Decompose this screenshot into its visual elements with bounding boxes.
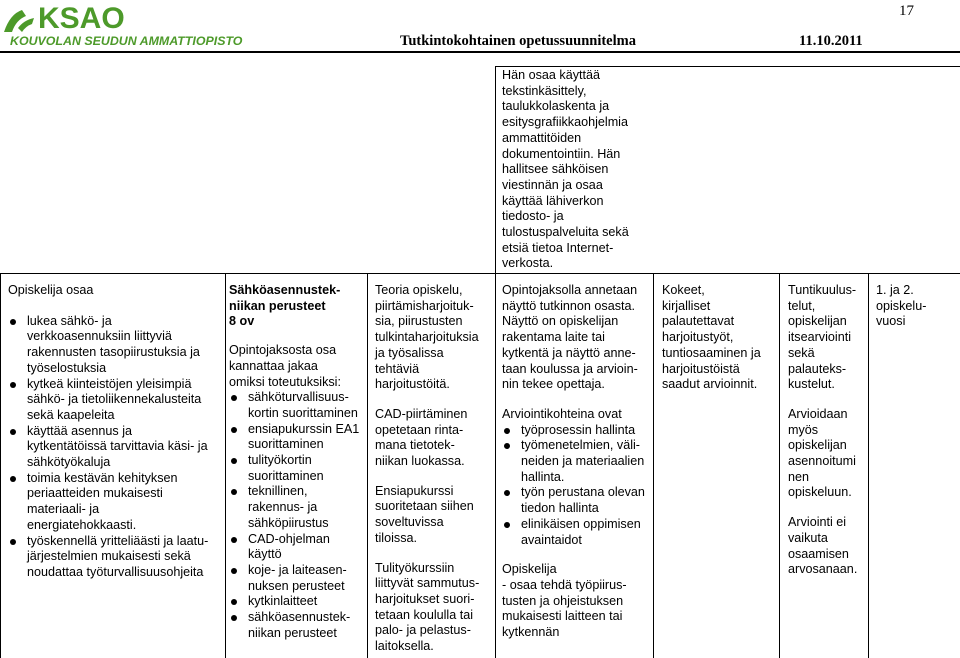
list-item: CAD-ohjelman käyttö xyxy=(229,532,365,563)
list-item: sähköturvallisuus- kortin suorittaminen xyxy=(229,390,365,421)
methods-paragraph: Tulityökurssiin liittyvät sammutus- harjoitukset suori- tetaan koululla tai palo- ja pelastus- laitoksella. xyxy=(375,560,480,654)
list-item: tulityökortin suorittaminen xyxy=(229,453,365,484)
list-item: kytkinlaitteet xyxy=(229,594,365,610)
evaluation-paragraph: Arvioidaan myös opiskelijan asennoitumi nen opiskeluun. xyxy=(788,406,856,500)
list-item: teknillinen, rakennus- ja sähköpiirustus xyxy=(229,484,365,531)
col-divider-3 xyxy=(495,66,496,658)
list-item: ensiapukurssin EA1 suorittaminen xyxy=(229,422,365,453)
list-item: työn perustana olevan tiedon hallinta xyxy=(502,485,652,516)
page-number: 17 xyxy=(899,3,914,19)
list-item: koje- ja laiteasen- nuksen perusteet xyxy=(229,563,365,594)
student-paragraph: Opiskelija - osaa tehdä työpiirus- tusten ja ohjeistuksen mukaisesti laitteen tai kytkennän xyxy=(502,562,627,640)
list-item: työmenetelmien, väli- neiden ja materiaalien hallinta. xyxy=(502,438,652,485)
col-evaluation xyxy=(788,283,868,578)
col-divider-4 xyxy=(653,273,654,658)
objectives-heading: Opiskelija osaa xyxy=(8,283,94,297)
course-heading: Sähköasennustek- niikan perusteet 8 ov xyxy=(229,283,341,329)
evaluation-paragraph: Tuntikuulus- telut, opiskelijan itsearviointi sekä palauteks- kustelut. xyxy=(788,283,857,392)
list-item: elinikäisen oppimisen avaintaidot xyxy=(502,517,652,548)
col-divider-6 xyxy=(868,273,869,658)
col-study-year: 1. ja 2. opiskelu- vuosi xyxy=(876,283,927,329)
list-item: sähköasennustek- niikan perusteet xyxy=(229,610,365,641)
list-item: työskennellä yritteliäästi ja laatu- järjestelmien mukaisesti sekä noudattaa työturvallisuusohjeita xyxy=(8,534,222,581)
list-item: kytkeä kiinteistöjen yleisimpiä sähkö- ja tietoliikennekalusteita sekä kaapeleita xyxy=(8,377,222,424)
col-divider-1 xyxy=(225,273,226,658)
criteria-list xyxy=(502,423,652,549)
objectives-list xyxy=(8,314,222,581)
header-rule xyxy=(0,51,960,53)
col-divider-2 xyxy=(367,273,368,658)
evaluation-paragraph: Arviointi ei vaikuta osaamisen arvosanaan. xyxy=(788,515,858,577)
list-item: työprosessin hallinta xyxy=(502,423,652,439)
list-item: käyttää asennus ja kytkentätöissä tarvittavia käsi- ja sähkötyökaluja xyxy=(8,424,222,471)
table-left-border xyxy=(0,273,1,658)
col-divider-5 xyxy=(779,273,780,658)
methods-paragraph: CAD-piirtäminen opetetaan rinta- mana tietotek- niikan luokassa. xyxy=(375,406,468,469)
ksao-logo xyxy=(0,2,243,50)
row-divider xyxy=(0,273,960,274)
col-assessment-methods: Kokeet, kirjalliset palautettavat harjoitustyöt, tuntiosaaminen ja harjoitustöistä saadut arvioinnit. xyxy=(662,283,761,392)
logo-sub-text: KOUVOLAN SEUDUN AMMATTIOPISTO xyxy=(10,34,243,48)
methods-paragraph: Teoria opiskelu, piirtämisharjoituk- sia, piirustusten tulkintaharjoituksia ja työsalissa tehtäviä harjoitustöitä. xyxy=(375,283,479,392)
criteria-heading: Arviointikohteina ovat xyxy=(502,406,622,421)
top-row-border xyxy=(495,66,960,67)
course-topics-list xyxy=(229,390,365,641)
top-cell-text: Hän osaa käyttää tekstinkäsittely, taulukkolaskenta ja esitysgrafiikkaohjelmia ammattitöiden dokumentointiin. Hän hallitsee sähköisen viestinnän ja osaa käyttää lähiverkon tiedosto- ja tulostuspalveluita sekä etsiä tietoa Internet- verkosta. xyxy=(502,68,629,271)
demonstration-paragraph: Opintojaksolla annetaan näyttö tutkinnon osasta. Näyttö on opiskelijan rakentama laite tai kytkentä ja näyttö anne- taan koulussa ja arvioin- nin tekee opettaja. xyxy=(502,283,638,392)
col-course-content: Sähköasennustek- niikan perusteet 8 ov Opintojaksosta osa kannattaa jakaa omiksi toteutuksiksi: sähköturvallisuus- kortin suorittaminen ensiapukurssin EA1 suorittaminen tulityökortin suorittaminen teknillinen, rakennus- ja sähköpiirustus CAD-ohjelman käyttö koje- ja laiteasen- nuksen perusteet kytkinlaitteet sähköasennustek- niikan perusteet xyxy=(229,283,365,641)
ksao-logo-mark-icon xyxy=(2,6,36,36)
list-item: lukea sähkö- ja verkkoasennuksiin liittyviä rakennusten tasopiirustuksia ja työselostuksia xyxy=(8,314,222,377)
logo-main-text: KSAO xyxy=(38,2,125,35)
list-item: toimia kestävän kehityksen periaatteiden mukaisesti materiaali- ja energiatehokkaasti. xyxy=(8,471,222,534)
col-objectives xyxy=(8,283,222,581)
col-teaching-methods xyxy=(375,283,493,655)
document-title: Tutkintokohtainen opetussuunnitelma xyxy=(400,33,636,49)
document-date: 11.10.2011 xyxy=(799,33,863,49)
methods-paragraph: Ensiapukurssi suoritetaan siihen soveltuvissa tiloissa. xyxy=(375,483,474,545)
col-demonstration xyxy=(502,283,652,641)
